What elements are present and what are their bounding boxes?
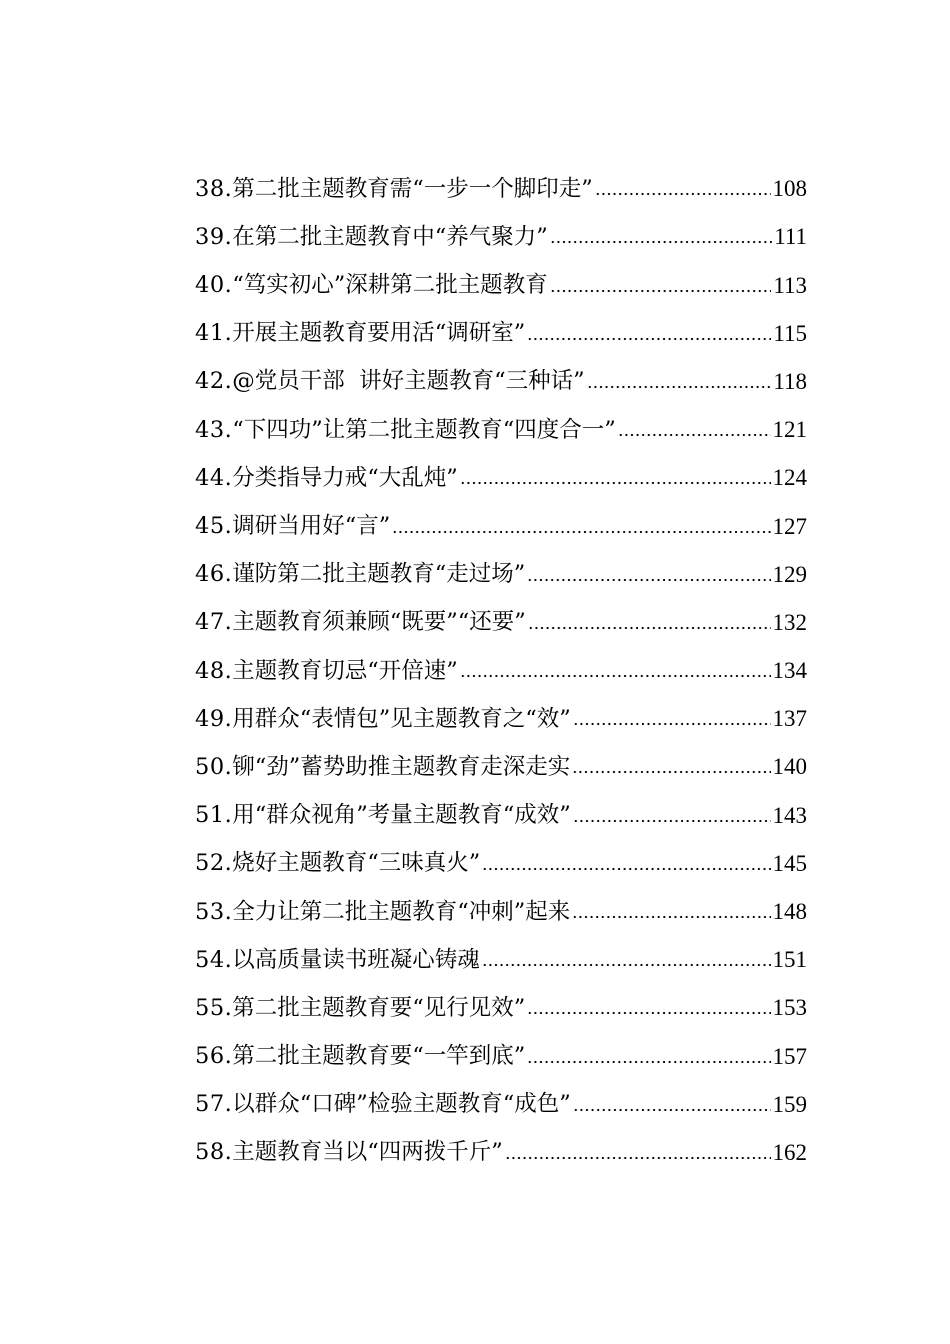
toc-entry-page: 113 [773,272,807,298]
toc-entry[interactable] [195,1068,807,1116]
toc-entry-number: 39. [195,223,233,250]
toc-entry-page: 129 [772,561,807,587]
toc-entry-number: 55. [195,994,233,1021]
toc-entry-page: 159 [772,1091,807,1117]
dot-leader [460,674,771,678]
toc-entry[interactable] [195,248,807,299]
toc-entry-title: 用群众“表情包”见主题教育之“效” [232,705,571,732]
toc-entry-title: 主题教育须兼顾“既要”“还要” [232,609,526,636]
toc-entry[interactable] [195,345,807,393]
dot-leader [550,240,772,244]
toc-entry-page: 157 [772,1043,807,1069]
toc-entry-page: 162 [772,1139,807,1165]
toc-entry[interactable] [195,200,807,248]
toc-entry-number: 40. [195,272,233,299]
toc-entry-title: 以高质量读书班凝心铸魂 [232,946,480,973]
toc-entry[interactable] [195,971,807,1019]
dot-leader [572,915,770,919]
toc-entry-page: 151 [772,947,807,973]
toc-entry-number: 49. [195,705,233,732]
toc-entry-page: 132 [772,609,807,635]
toc-entry[interactable] [195,441,807,489]
toc-entry[interactable] [195,297,807,345]
dot-leader [392,530,770,534]
toc-entry-number: 52. [195,850,233,877]
toc-entry-page: 115 [773,320,807,346]
toc-entry-number: 58. [195,1139,233,1166]
dot-leader [572,770,770,774]
toc-entry[interactable] [195,393,807,441]
dot-leader [527,1011,770,1015]
table-of-contents [195,152,807,1164]
toc-entry-page: 124 [772,465,807,491]
toc-entry-title: 第二批主题教育要“见行见效” [232,994,526,1021]
toc-entry-page: 118 [773,368,807,394]
dot-leader [527,337,771,341]
toc-entry[interactable] [195,538,807,586]
dot-leader [505,1156,771,1160]
toc-entry-number: 43. [195,416,233,443]
toc-entry-title: 烧好主题教育“三味真火” [232,850,481,877]
dot-leader [550,289,772,293]
toc-entry-title: 以群众“口碑”检验主题教育“成色” [232,1091,571,1118]
toc-entry-page: 108 [772,176,807,202]
toc-entry-number: 54. [195,946,233,973]
toc-entry-number: 38. [195,175,233,202]
toc-entry-number: 46. [195,561,233,588]
toc-entry-page: 153 [772,995,807,1021]
toc-entry-title: 分类指导力戒“大乱炖” [232,464,458,491]
toc-entry-number: 44. [195,464,233,491]
toc-entry-number: 50. [195,753,233,780]
dot-leader [460,481,771,485]
toc-entry-title: 用“群众视角”考量主题教育“成效” [232,802,571,829]
toc-entry-number: 41. [195,320,233,347]
toc-entry-title: 谨防第二批主题教育“走过场” [232,561,526,588]
toc-entry-number: 53. [195,898,233,925]
toc-entry-title: 开展主题教育要用活“调研室” [232,320,526,347]
dot-leader [573,819,771,823]
toc-entry-page: 140 [772,754,807,780]
toc-entry-title: @党员干部 讲好主题教育“三种话” [232,368,585,395]
dot-leader [618,433,771,437]
dot-leader [527,1060,770,1064]
toc-entry-page: 111 [774,224,807,250]
toc-entry[interactable] [195,778,807,829]
toc-entry[interactable] [195,1019,807,1070]
dot-leader [528,626,771,630]
toc-entry-page: 134 [772,658,807,684]
toc-entry-title: “笃实初心”深耕第二批主题教育 [232,272,548,299]
dot-leader [595,192,771,196]
toc-entry-number: 56. [195,1043,233,1070]
toc-entry-title: 主题教育当以“四两拨千斤” [232,1139,503,1166]
toc-entry-title: 在第二批主题教育中“养气聚力” [232,223,548,250]
toc-entry-number: 45. [195,513,233,539]
toc-entry[interactable] [195,827,807,875]
toc-entry[interactable] [195,875,807,923]
toc-entry-title: 第二批主题教育要“一竿到底” [232,1043,526,1070]
dot-leader [482,963,771,967]
toc-entry-page: 121 [772,417,807,443]
toc-entry[interactable] [195,489,807,537]
toc-entry[interactable] [195,730,807,778]
toc-entry-title: 全力让第二批主题教育“冲刺”起来 [232,898,571,925]
toc-entry[interactable] [195,1116,807,1164]
toc-entry-title: 调研当用好“言” [232,513,391,539]
toc-entry-title: 第二批主题教育需“一步一个脚印走” [232,175,593,202]
toc-entry[interactable] [195,586,807,634]
toc-entry-number: 42. [195,368,233,395]
toc-entry-page: 143 [772,802,807,828]
toc-entry-title: 主题教育切忌“开倍速” [232,657,458,684]
toc-entry-number: 48. [195,657,233,684]
toc-entry-page: 145 [772,850,807,876]
toc-entry[interactable] [195,634,807,682]
dot-leader [527,578,770,582]
toc-entry-number: 47. [195,609,233,636]
toc-entry-number: 57. [195,1091,233,1118]
toc-entry-number: 51. [195,802,233,829]
toc-entry[interactable] [195,682,807,730]
dot-leader [573,1108,771,1112]
toc-entry-title: 铆“劲”蓄势助推主题教育走深走实 [232,753,571,780]
toc-entry-page: 137 [772,706,807,732]
toc-entry-title: “下四功”让第二批主题教育“四度合一” [232,416,616,443]
dot-leader [482,867,770,871]
toc-entry[interactable] [195,923,807,971]
toc-entry-page: 127 [772,513,807,539]
dot-leader [573,722,771,726]
dot-leader [587,385,772,389]
toc-entry-page: 148 [772,899,807,924]
toc-entry[interactable] [195,152,807,200]
